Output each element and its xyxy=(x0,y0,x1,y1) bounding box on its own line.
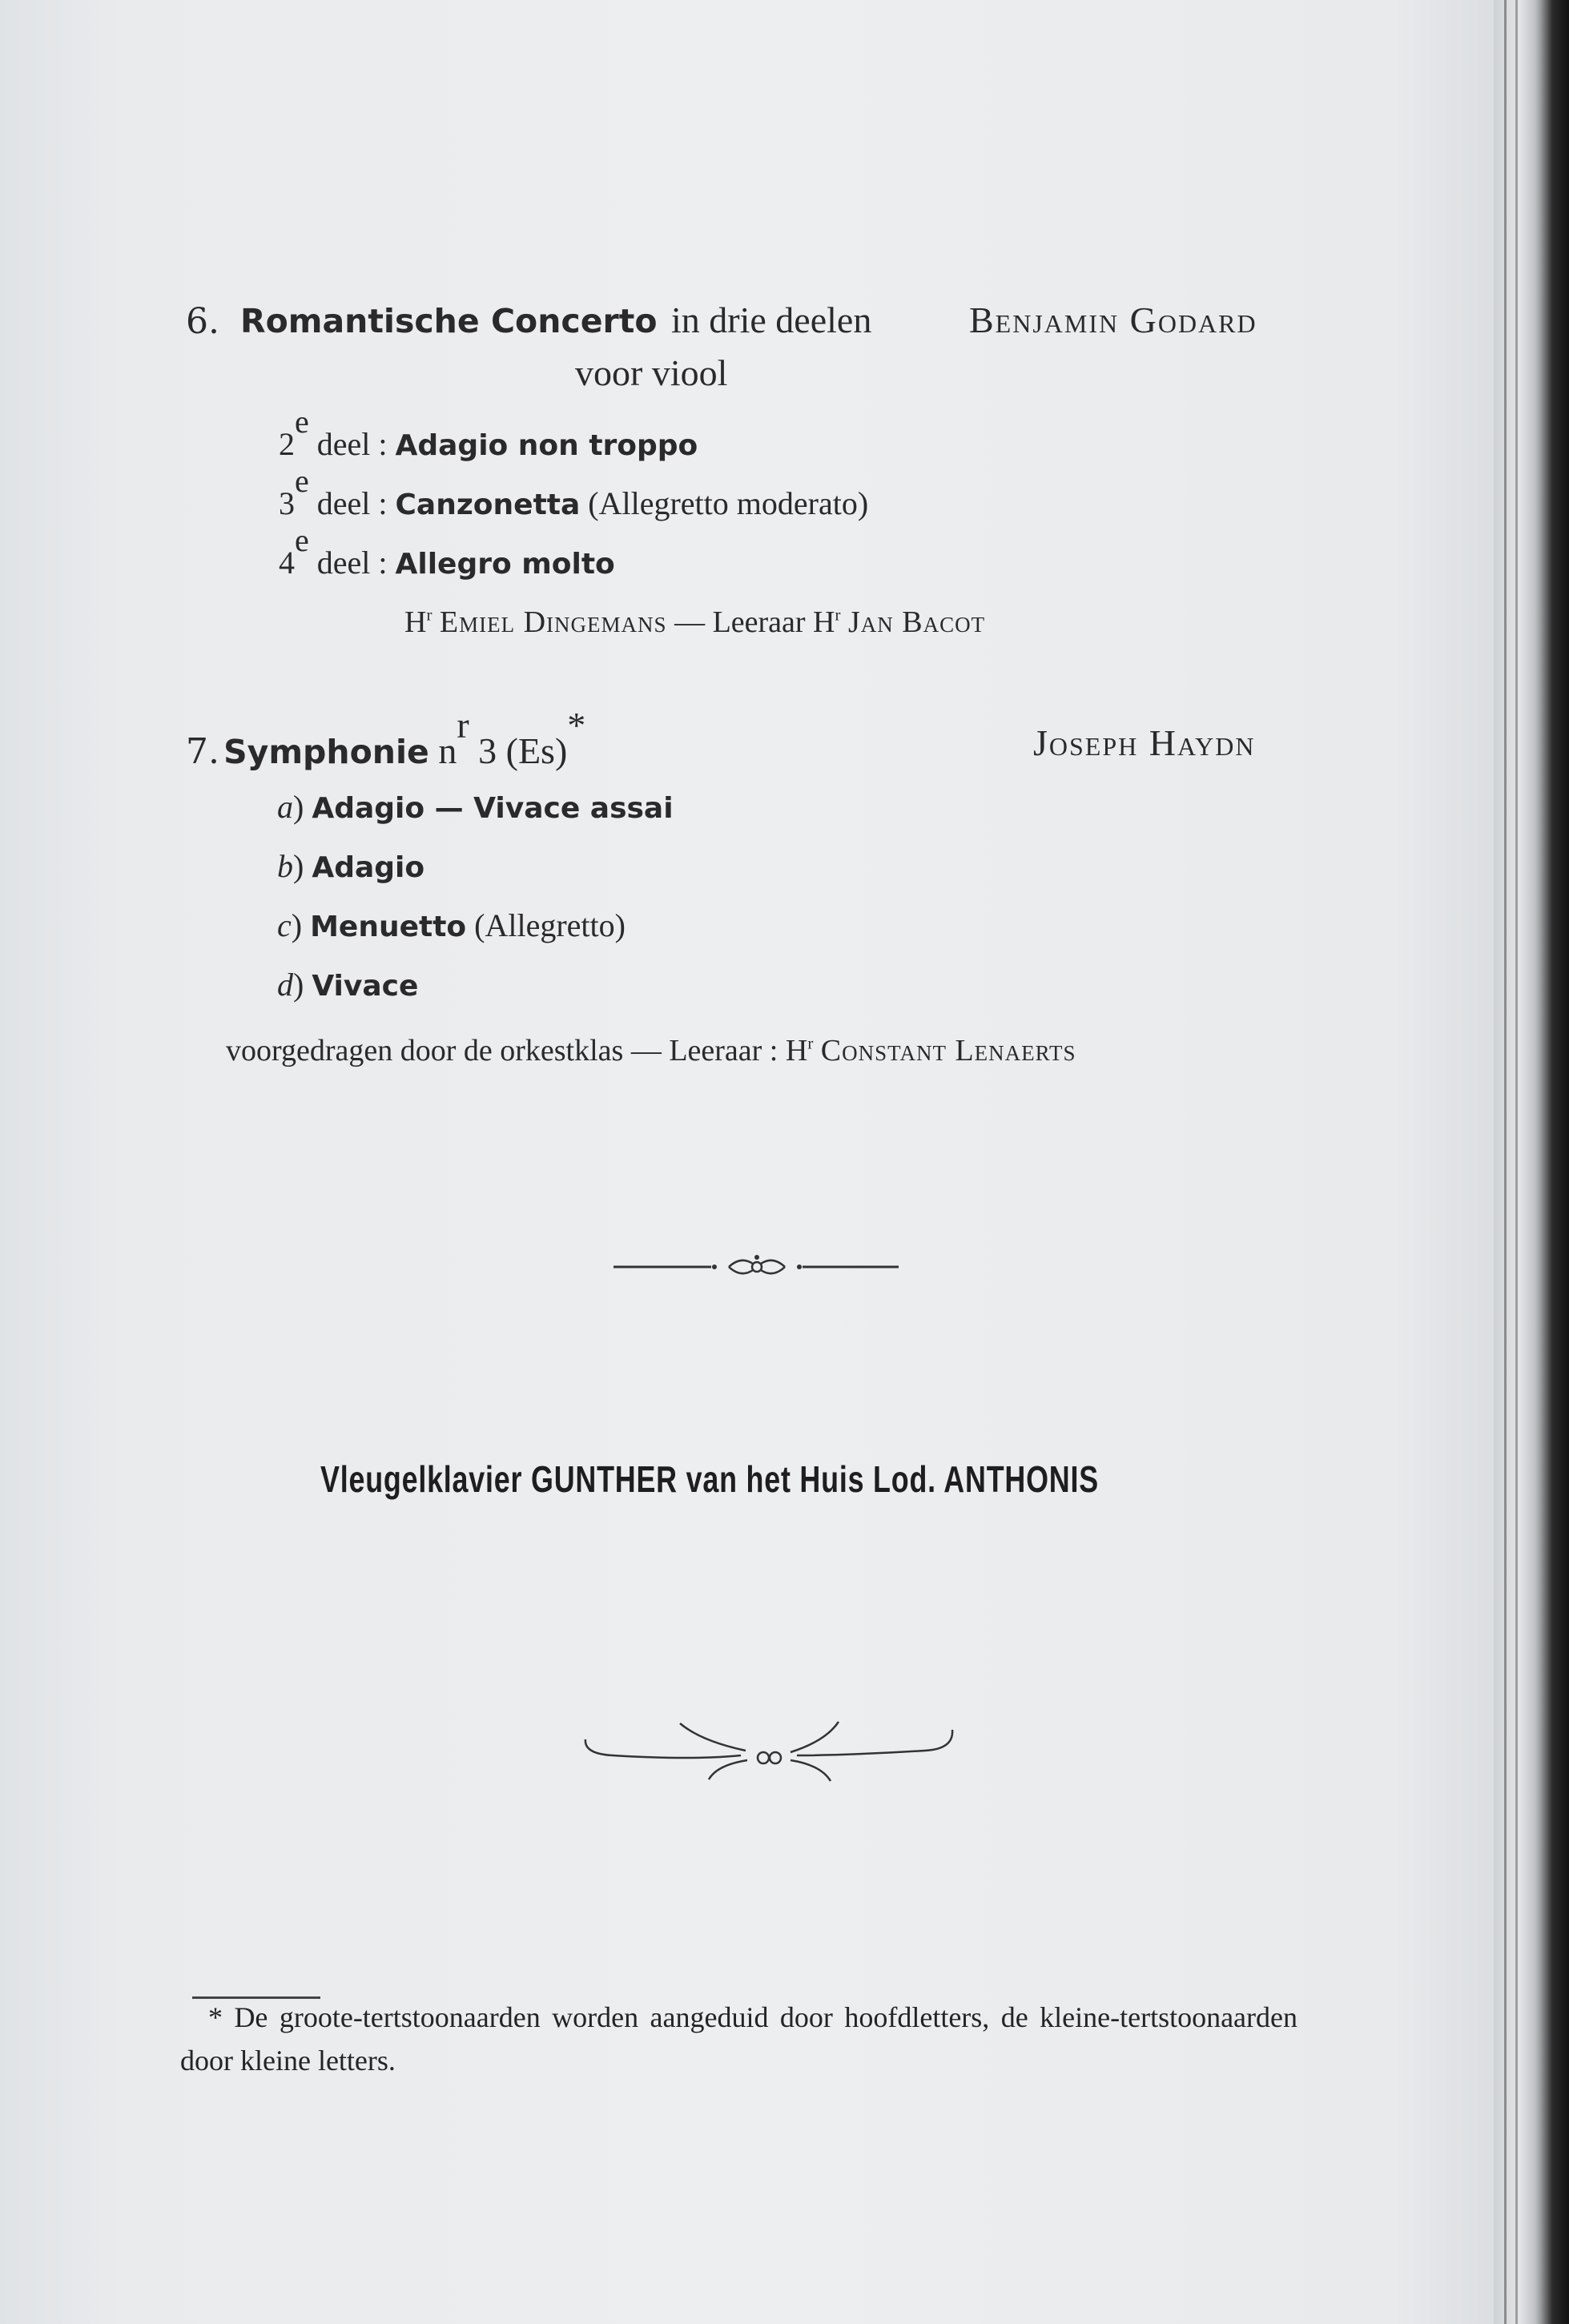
item-6-subtitle-a: in drie deelen xyxy=(671,300,872,340)
item-7-title: Symphonie xyxy=(223,733,429,772)
movement-ordinal: 4 xyxy=(279,545,295,581)
performer-prefix-sup: r xyxy=(426,605,432,625)
item-6-number: 6. xyxy=(186,301,219,342)
item-7-movement xyxy=(277,850,424,883)
movement-ordinal: 2 xyxy=(279,426,295,462)
item-6-movement xyxy=(279,463,869,521)
item-7-movement xyxy=(277,791,674,823)
movement-label: deel : xyxy=(308,426,396,462)
item-6-composer: Benjamin Godard xyxy=(969,300,1257,340)
movement-paren: ) xyxy=(293,848,312,884)
advert-line: Vleugelklavier GUNTHER van het Huis Lod. ANTHONIS xyxy=(320,1458,1099,1500)
teacher-text: — Leeraar H xyxy=(666,605,835,639)
item-7-key: 3 (Es) xyxy=(469,730,568,772)
movement-ordinal: 3 xyxy=(279,485,295,521)
movement-letter: b xyxy=(277,848,293,884)
movement-label: deel : xyxy=(308,545,396,581)
item-6-title: Romantische Concerto xyxy=(240,302,658,340)
movement-ordinal-sup: e xyxy=(295,463,309,499)
movement-letter: a xyxy=(277,789,293,825)
item-6-movement xyxy=(279,522,615,581)
footnote xyxy=(180,1996,1297,2082)
movement-letter: d xyxy=(277,967,293,1003)
item-7-movement xyxy=(277,907,626,943)
movement-title: Canzonetta xyxy=(395,489,581,521)
movement-title: Vivace xyxy=(312,970,419,1003)
ornament-divider-icon xyxy=(609,1249,905,1281)
teacher-name: Jan Bacot xyxy=(847,605,986,639)
movement-paren: ) xyxy=(291,907,311,943)
teacher-sup: r xyxy=(835,605,841,625)
item-7-asterisk: * xyxy=(567,705,586,746)
item-7-performance-line xyxy=(226,1035,1076,1066)
item-6-movement xyxy=(279,404,698,462)
item-7-movement xyxy=(277,969,418,1001)
movement-paren: ) xyxy=(293,967,312,1003)
movement-label: deel : xyxy=(308,485,396,521)
movement-paren: ) xyxy=(293,789,312,825)
performance-sup: r xyxy=(807,1033,814,1053)
page-edge-line xyxy=(1504,0,1507,2324)
movement-title: Adagio xyxy=(312,851,425,884)
movement-ordinal-sup: e xyxy=(295,404,309,440)
performance-text: voorgedragen door de orkestklas — Leeraar : H xyxy=(226,1034,808,1068)
movement-letter: c xyxy=(277,907,292,943)
footnote-marker: * xyxy=(208,2001,223,2033)
item-7-nr: n xyxy=(428,730,457,772)
performance-name: Constant Lenaerts xyxy=(820,1034,1076,1068)
movement-title: Allegro molto xyxy=(395,548,615,581)
item-6-performer-line xyxy=(404,607,985,637)
movement-title: Menuetto xyxy=(310,911,467,943)
item-7-nr-sup: r xyxy=(457,705,469,746)
footnote-text: De groote-tertstoonaarden worden aangeduid door hoofdletters, de kleine-tertstoonaarden door kleine letters. xyxy=(180,2001,1297,2077)
performer-name: Emiel Dingemans xyxy=(439,605,667,639)
performer-prefix: H xyxy=(404,605,427,639)
movement-title: Adagio non troppo xyxy=(395,429,698,462)
ornament-flourish-icon xyxy=(581,1714,957,1786)
item-6-subtitle-b: voor viool xyxy=(575,352,728,393)
item-7-composer: Joseph Haydn xyxy=(1033,722,1256,763)
movement-extra: (Allegretto) xyxy=(466,907,626,943)
item-7-heading xyxy=(186,705,586,773)
movement-title: Adagio — Vivace assai xyxy=(312,792,674,825)
page-edge-line xyxy=(1515,0,1518,2324)
movement-extra: (Allegretto moderato) xyxy=(580,485,869,521)
movement-ordinal-sup: e xyxy=(295,522,309,558)
item-7-number: 7. xyxy=(186,731,219,773)
